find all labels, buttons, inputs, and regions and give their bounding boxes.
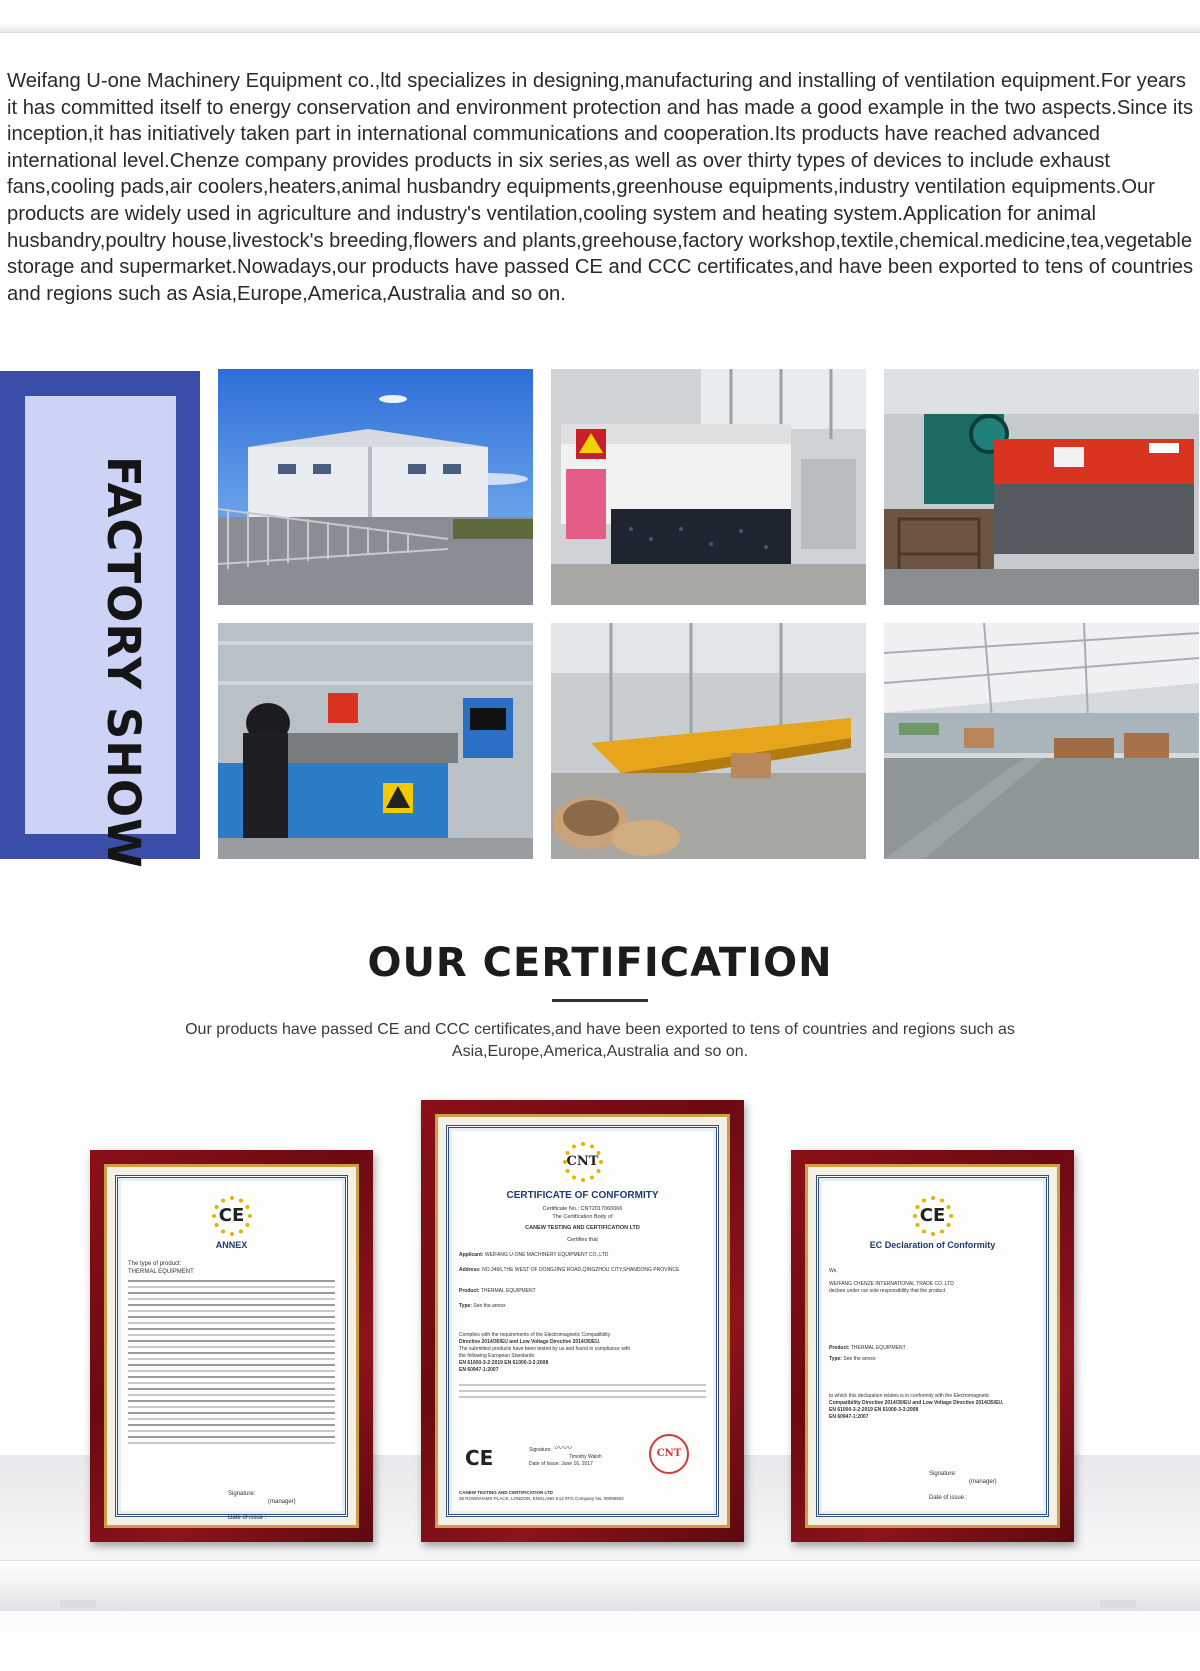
production-line-photo (551, 623, 866, 859)
annex-certificate (115, 1175, 348, 1521)
ce-mark-icon: CE (218, 1205, 245, 1226)
annex-signature-label: Signature: (228, 1491, 256, 1497)
ce-mark-icon: CE (919, 1205, 946, 1226)
cnt-logo: CNT (566, 1154, 599, 1169)
declaration-type: See the annex (843, 1356, 876, 1362)
conformity-title: CERTIFICATE OF CONFORMITY (506, 1190, 659, 1201)
annex-product-line: THERMAL EQUIPMENT (128, 1269, 194, 1275)
date-value: June 16, 2017 (561, 1461, 593, 1467)
declaration-standard-1: EN 61000-3-2:2019 EN 61000-3-3:2008 (829, 1407, 919, 1413)
complies-line-1: Complies with the requirements of the Electromagnetic Compatibility (459, 1332, 611, 1338)
ec-declaration-certificate (816, 1175, 1049, 1517)
signature-label: Signature: (529, 1447, 552, 1453)
declaration-standard-2: EN 60947-1:2007 (829, 1414, 869, 1420)
certification-subtitle: Our products have passed CE and CCC certificates,and have been exported to tens of countries and regions such as Asia,Europe,America,Australia and so on. (185, 1021, 1015, 1060)
declaration-product-label: Product: (829, 1345, 850, 1351)
address-value: NO.3466,THE WEST OF DONGJING ROAD,QINGZHOU CITY,SHANDONG PROVINCE (482, 1267, 680, 1273)
complies-line-2: Directive 2014/30/EU and Low Voltage Directive 2014/35/EU. (459, 1339, 601, 1345)
ce-mark-icon: CE (465, 1446, 494, 1470)
certification-body-line: The Certification Body of (552, 1213, 613, 1220)
certification-heading: OUR CERTIFICATION (367, 940, 833, 986)
applicant-label: Applicant: (459, 1252, 484, 1258)
standard-line-2: EN 60947-1:2007 (459, 1367, 499, 1373)
factory-show-title: FACTORY SHOW (97, 456, 150, 869)
standard-line-1: EN 61000-3-2:2019 EN 61000-3-3:2008 (459, 1360, 549, 1366)
shelf-foot (60, 1600, 96, 1608)
complies-line-3: The submitted products have been tested by us and found in compliance with (459, 1346, 631, 1352)
factory-show-banner (0, 371, 200, 869)
type-label: Type: (459, 1303, 472, 1309)
cnt-certificate-frame (421, 1100, 744, 1542)
annex-type-line: The type of product: (128, 1261, 182, 1267)
ec-declaration-frame (791, 1150, 1074, 1542)
signer-name: Timothy Walsh (569, 1454, 602, 1460)
issuer-name: CANEW TESTING AND CERTIFICATION LTD (525, 1225, 640, 1231)
shearing-machine-photo (884, 369, 1199, 605)
declaration-company: WEIFANG CHENZE INTERNATIONAL TRADE CO.,LTD (829, 1281, 954, 1287)
display-shelf (0, 1560, 1200, 1611)
factory-show-label-panel (25, 396, 176, 869)
declaration-product: THERMAL EQUIPMENT (850, 1345, 906, 1351)
declaration-date-label: Date of issue : (929, 1495, 968, 1501)
heading-underline (552, 999, 648, 1002)
declaration-type-label: Type: (829, 1356, 842, 1362)
cnt-stamp-icon: CNT (649, 1434, 689, 1474)
declaration-manager-label: (manager) (969, 1479, 997, 1485)
warehouse-floor-photo (884, 623, 1199, 859)
declaration-statement: declare under our sole responsibility that the product (829, 1288, 946, 1294)
annex-manager-label: (manager) (268, 1499, 296, 1505)
type-value: See the annex (473, 1303, 506, 1309)
complies-line-4: the following European Standards: (459, 1353, 536, 1359)
certificate-number: Certificate No.: CNT2017060066 (542, 1206, 623, 1212)
footer-issuer: CANEW TESTING AND CERTIFICATION LTD (459, 1490, 553, 1495)
declaration-we: We, (829, 1268, 838, 1274)
annex-title: ANNEX (215, 1240, 248, 1250)
address-label: Address: (459, 1267, 481, 1273)
certifies-line: Certifies that (567, 1236, 598, 1243)
conformity-line-2: Compatibility Directive 2014/30/EU and Low Voltage Directive 2014/35/EU. (829, 1400, 1004, 1406)
shelf-foot (1100, 1600, 1136, 1608)
conformity-line-1: to which this declaration relates is in conformity with the Electromagnetic (829, 1393, 990, 1399)
product-label: Product: (459, 1288, 480, 1294)
factory-exterior-photo (218, 369, 533, 605)
certificate-of-conformity: CNT CERTIFICATE OF CONFORMITY Certificate No.: CNT2017060066 The Certification Body of CANEW TESTING AND CERTIFICATION LTD Certifies that Applicant: WEIFANG U-ONE MACHINERY EQUIPMENT CO.,LTD Address: NO.3466,THE WEST OF DONGJING ROAD,QINGZHOU CITY,SHANDONG PROVINCE Product: THERMAL EQUIPMENT Type: See the annex Complies with the requirements of the Electromagnetic Compatibility Directive 2014/30/EU and Low Voltage Directive 2014/35/EU. The submitted products have been tested by us and found in compliance with the following European Standards: EN 61000-3-2:2019 EN 61000-3-3:2008 EN 60947-1:2007 CE Signature: 〰〰 Timothy Walsh Date of Issue: June 16, 2017 CNT CANEW TESTING AND CERTIFICATION LTD 36 ROWNHAMS PLACE, LONDON, ENGLAND E14 9TG Company No. 09096802 (446, 1125, 719, 1517)
cnc-punch-machine-photo (551, 369, 866, 605)
ec-declaration-title: EC Declaration of Conformity (869, 1240, 996, 1250)
annex-date-label: Date of issue : (228, 1515, 267, 1521)
date-label: Date of Issue: (529, 1461, 560, 1467)
applicant-name: WEIFANG U-ONE MACHINERY EQUIPMENT CO.,LTD (484, 1252, 609, 1258)
company-intro-text: Weifang U-one Machinery Equipment co.,ltd specializes in designing,manufacturing and installing of ventilation equipment.For years it has committed itself to energy conservation and environment protection and has made a good example in the two aspects.Since its inception,it has initiatively taken part in international communications and cooperation.Its products have reached advanced international level.Chenze company provides products in six series,as well as over thirty types of devices to include exhaust fans,cooling pads,air coolers,heaters,animal husbandry equipments,greenhouse equipments,industry ventilation equipments.Our products are widely used in agriculture and industry's ventilation,cooling system and heating system.Application for animal husbandry,poultry house,livestock's breeding,flowers and plants,greehouse,factory workshop,textile,chemical.medicine,tea,vegetable storage and supermarket.Nowadays,our products have passed CE and CCC certificates,and have been exported to tens of countries and regions such as Asia,Europe,America,Australia and so on. (7, 70, 1194, 305)
product-value: THERMAL EQUIPMENT (480, 1288, 536, 1294)
laser-cutting-photo (218, 623, 533, 859)
footer-address: 36 ROWNHAMS PLACE, LONDON, ENGLAND E14 9TG Company No. 09096802 (459, 1496, 624, 1501)
top-divider (0, 0, 1200, 33)
declaration-signature-label: Signature: (929, 1471, 957, 1477)
annex-certificate-frame (90, 1150, 373, 1542)
